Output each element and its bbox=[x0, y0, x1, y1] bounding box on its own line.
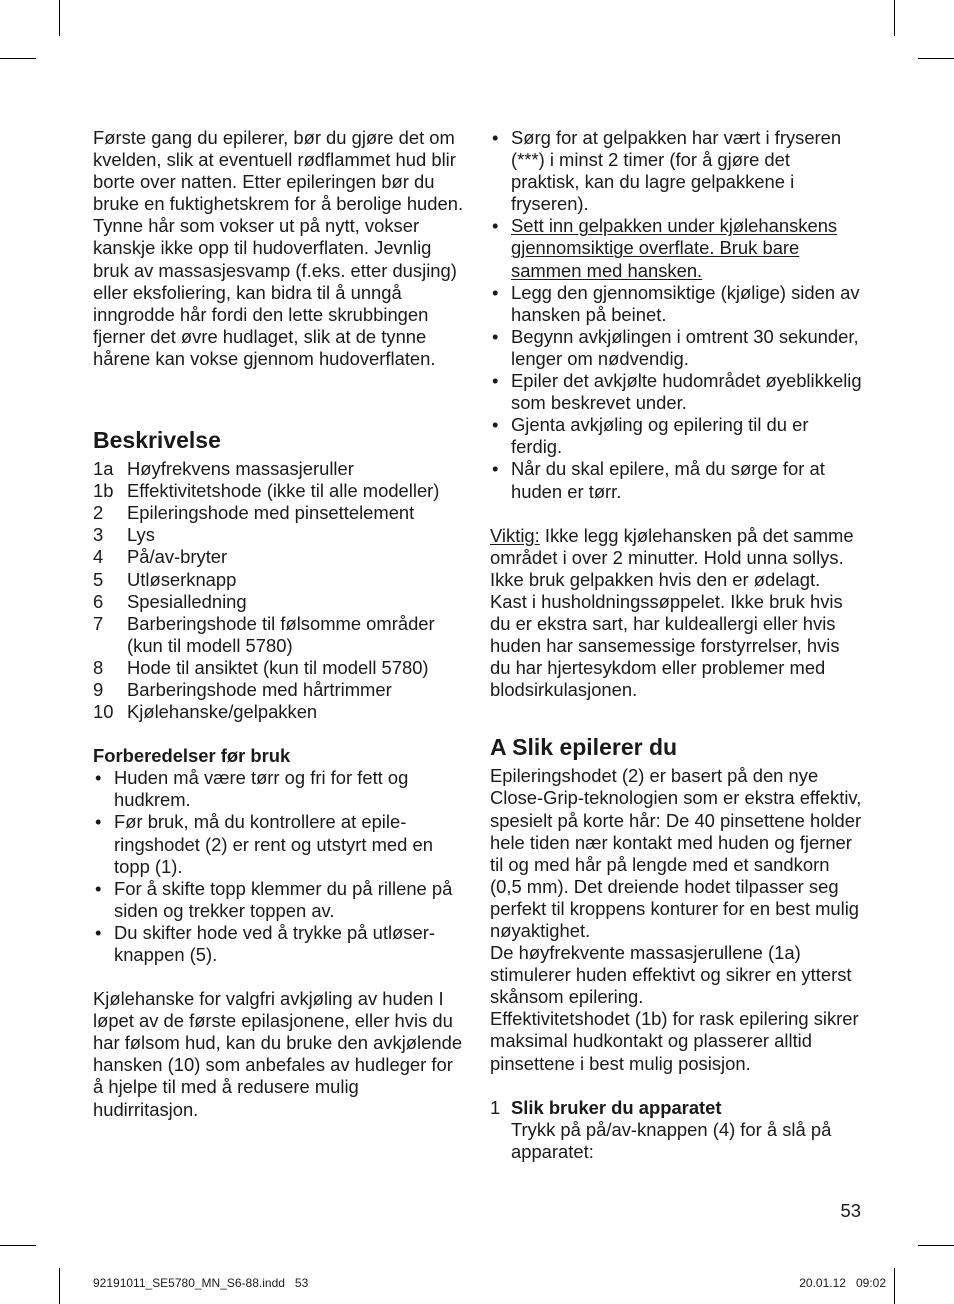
part-number: 6 bbox=[93, 590, 104, 612]
part-label: Kjølehanske/gelpakken bbox=[127, 701, 318, 723]
parts-item bbox=[93, 657, 465, 679]
crop-mark bbox=[0, 1245, 36, 1246]
prep-item: • Du skifter hode ved å trykke på utløserknappen (5). bbox=[93, 922, 465, 966]
section-a-heading: A Slik epilerer du bbox=[490, 734, 678, 761]
page-number: 53 bbox=[840, 1200, 861, 1221]
cooling-item bbox=[490, 458, 862, 502]
section-a-paragraph: De høyfrekvente massasjerullene (1a) stimulerer huden effektivt og sikrer en ytterst skånsom epilering. bbox=[490, 942, 852, 1008]
prep-item: • Før bruk, må du kontrollere at epileringshodet (2) er rent og utstyrt med en topp (1). bbox=[93, 811, 465, 877]
section-a-paragraph: Epileringshodet (2) er basert på den nye Close-Grip-teknologien som er ekstra effektiv, spesielt på korte hår: De 40 pinsettene holder hele tiden nær kontakt med huden og fjerner til og med hår på lengde med et sandkorn (0,5 mm). Det dreiende hodet tilpasser seg perfekt til kroppens konturer for en best mulig nøyaktighet. bbox=[490, 765, 862, 941]
description-heading: Beskrivelse bbox=[93, 427, 221, 454]
cooling-list bbox=[490, 127, 862, 503]
parts-item bbox=[93, 480, 465, 502]
warning-paragraph bbox=[490, 525, 862, 702]
parts-item bbox=[93, 524, 465, 546]
step-number: 1 bbox=[490, 1096, 501, 1118]
prep-list bbox=[93, 767, 465, 966]
part-label: Lys bbox=[127, 524, 155, 546]
section-a-paragraph: Effektivitetshodet (1b) for rask epilering sikrer maksimal hudkontakt og plasserer alltid pinsettene i best mulig posisjon. bbox=[490, 1008, 859, 1074]
cooling-item bbox=[490, 215, 862, 281]
cooling-item bbox=[490, 370, 862, 414]
parts-item bbox=[93, 458, 465, 480]
parts-item bbox=[93, 679, 465, 701]
glove-paragraph: Kjølehanske for valgfri avkjøling av huden I løpet av de første epilasjonene, eller hvis du har følsom hud, kan du bruke den avkjølende hansken (10) som anbefales av hudleger for å hjelpe til med å redusere mulig hudirritasjon. bbox=[93, 988, 463, 1120]
part-label: Epileringshode med pinsettelement bbox=[127, 502, 415, 524]
part-label: Effektivitetshode (ikke til alle modeller) bbox=[127, 480, 440, 502]
crop-mark bbox=[894, 1268, 895, 1304]
warning-text: Ikke legg kjølehansken på det samme området i over 2 minutter. Hold unna sollys. Ikke bruk gelpakken hvis den er ødelagt. Kast i husholdningssøppelet. Ikke bruk hvis du er ekstra sart, har kuldeallergi eller hvis huden har sansemessige forstyrrelser, hvis du har hjertesykdom eller problemer med blodsirkulasjonen. bbox=[490, 524, 854, 701]
crop-mark bbox=[0, 58, 36, 59]
part-number: 5 bbox=[93, 568, 104, 590]
part-label: Høyfrekvens massasjeruller bbox=[127, 458, 354, 480]
cooling-item-text: Sett inn gelpakken under kjølehanskens gjennomsiktige overflate. Bruk bare sammen med hansken. bbox=[511, 215, 838, 281]
parts-item bbox=[93, 502, 465, 524]
intro-paragraph: Første gang du epilerer, bør du gjøre det om kvelden, slik at eventuell rødflammet hud blir borte over natten. Etter epileringen bør du bruke en fuktighetskrem for å berolige huden. bbox=[93, 127, 464, 215]
parts-item bbox=[93, 591, 465, 613]
step-body bbox=[511, 1097, 862, 1163]
warning-label: Viktig: bbox=[490, 524, 540, 546]
prep-item: • For å skifte topp klemmer du på rillene på siden og trekker toppen av. bbox=[93, 878, 465, 922]
prep-heading: Forberedelser før bruk bbox=[93, 745, 291, 767]
crop-mark bbox=[59, 0, 60, 36]
parts-item bbox=[93, 546, 465, 568]
part-number: 8 bbox=[93, 656, 104, 678]
parts-list bbox=[93, 458, 465, 723]
part-number: 10 bbox=[93, 701, 114, 723]
part-label: Utløserknapp bbox=[127, 568, 237, 590]
crop-mark bbox=[918, 1245, 954, 1246]
cooling-item bbox=[490, 414, 862, 458]
cooling-item-text: Sørg for at gelpakken har vært i fryseren (***) i minst 2 timer (for å gjøre det praktisk, kan du lagre gelpakkene i fryseren). bbox=[511, 127, 842, 215]
cooling-item bbox=[490, 326, 862, 370]
footer-timestamp: 20.01.12 09:02 bbox=[799, 1276, 886, 1290]
crop-mark bbox=[59, 1268, 60, 1304]
cooling-item-text: Epiler det avkjølte hudområdet øyeblikkelig som beskrevet under. bbox=[511, 370, 862, 414]
part-label: På/av-bryter bbox=[127, 546, 228, 568]
cooling-item-text: Når du skal epilere, må du sørge for at huden er tørr. bbox=[511, 458, 825, 502]
left-column bbox=[93, 127, 465, 1121]
part-number: 1b bbox=[93, 480, 114, 502]
part-number: 7 bbox=[93, 612, 104, 634]
cooling-item bbox=[490, 127, 862, 215]
part-number: 4 bbox=[93, 546, 104, 568]
part-label: Spesialledning bbox=[127, 590, 247, 612]
footer-file-info: 92191011_SE5780_MN_S6-88.indd 53 bbox=[93, 1276, 309, 1290]
parts-item bbox=[93, 569, 465, 591]
part-label: Barberingshode til følsomme områder (kun til modell 5780) bbox=[127, 612, 435, 656]
step-title: Slik bruker du apparatet bbox=[511, 1096, 722, 1118]
parts-item bbox=[93, 613, 465, 657]
part-label: Barberingshode med hårtrimmer bbox=[127, 678, 392, 700]
step-text: Trykk på på/av-knappen (4) for å slå på apparatet: bbox=[511, 1118, 832, 1162]
prep-item: • Huden må være tørr og fri for fett og hudkrem. bbox=[93, 767, 465, 811]
crop-mark bbox=[918, 58, 954, 59]
parts-item bbox=[93, 701, 465, 723]
part-number: 2 bbox=[93, 502, 104, 524]
intro-paragraph: Tynne hår som vokser ut på nytt, vokser kanskje ikke opp til hudoverflaten. Jevnlig bruk av massasjesvamp (f.eks. etter dusjing) eller eksfoliering, kan bidra til å unngå inngrodde hår fordi den lette skrubbingen fjerner det øvre hudlaget, slik at de tynne hårene kan vokse gjennom hudoverflaten. bbox=[93, 215, 457, 369]
part-label: Hode til ansiktet (kun til modell 5780) bbox=[127, 656, 429, 678]
right-column bbox=[490, 127, 862, 1163]
part-number: 9 bbox=[93, 678, 104, 700]
cooling-item-text: Begynn avkjølingen i omtrent 30 sekunder, lenger om nødvendig. bbox=[511, 325, 859, 369]
part-number: 1a bbox=[93, 458, 114, 480]
step-1 bbox=[490, 1097, 862, 1163]
crop-mark bbox=[894, 0, 895, 36]
cooling-item-text: Gjenta avkjøling og epilering til du er ferdig. bbox=[511, 414, 809, 458]
cooling-item bbox=[490, 282, 862, 326]
cooling-item-text: Legg den gjennomsiktige (kjølige) siden av hansken på beinet. bbox=[511, 281, 860, 325]
part-number: 3 bbox=[93, 524, 104, 546]
